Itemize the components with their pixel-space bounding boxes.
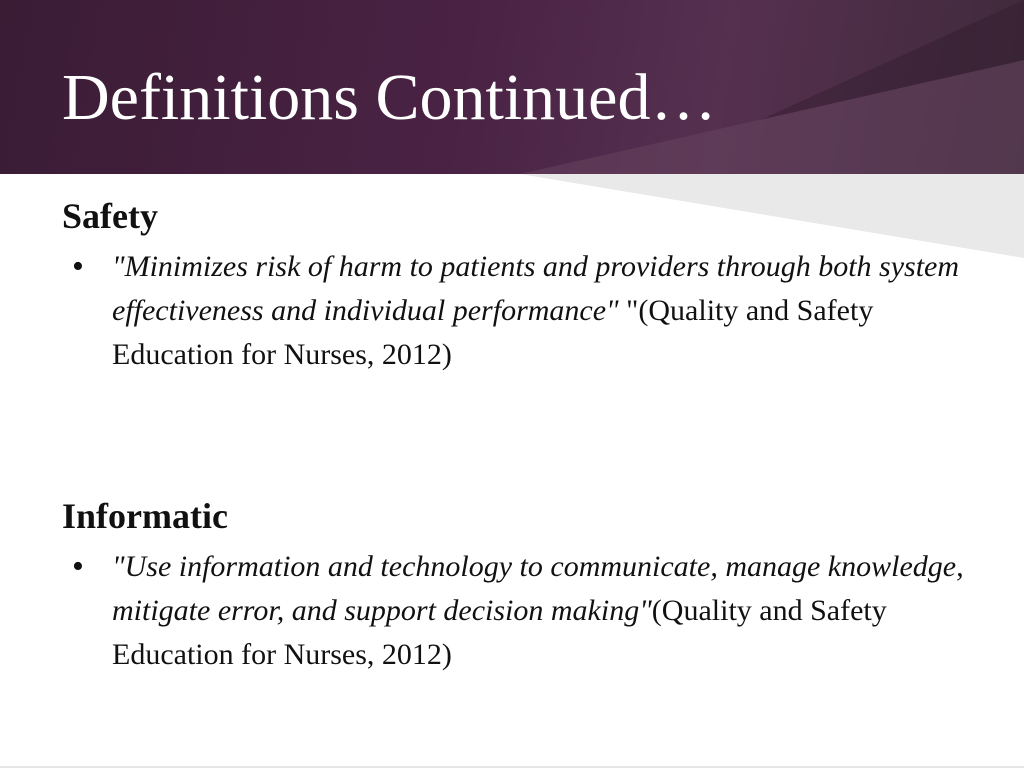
bullet-item-safety (62, 245, 992, 377)
citation-safety: "(Quality and Safety Education for Nurses, 2012) (112, 294, 874, 371)
bullet-icon: • (72, 248, 84, 285)
section-heading-informatic: Informatic (62, 496, 228, 536)
definition-quote-informatic: "Use information and technology to communicate, manage knowledge, mitigate error, and support decision making" (112, 550, 964, 627)
section-heading-safety: Safety (62, 196, 158, 236)
bullet-icon: • (72, 548, 84, 585)
section-informatic (62, 493, 992, 677)
citation-informatic: (Quality and Safety Education for Nurses, 2012) (112, 594, 887, 671)
slide-title: Definitions Continued… (62, 61, 717, 134)
section-safety (62, 193, 992, 377)
bullet-item-informatic (62, 545, 992, 677)
definition-quote-safety: "Minimizes risk of harm to patients and providers through both system effectiveness and individual performance" (112, 250, 960, 327)
